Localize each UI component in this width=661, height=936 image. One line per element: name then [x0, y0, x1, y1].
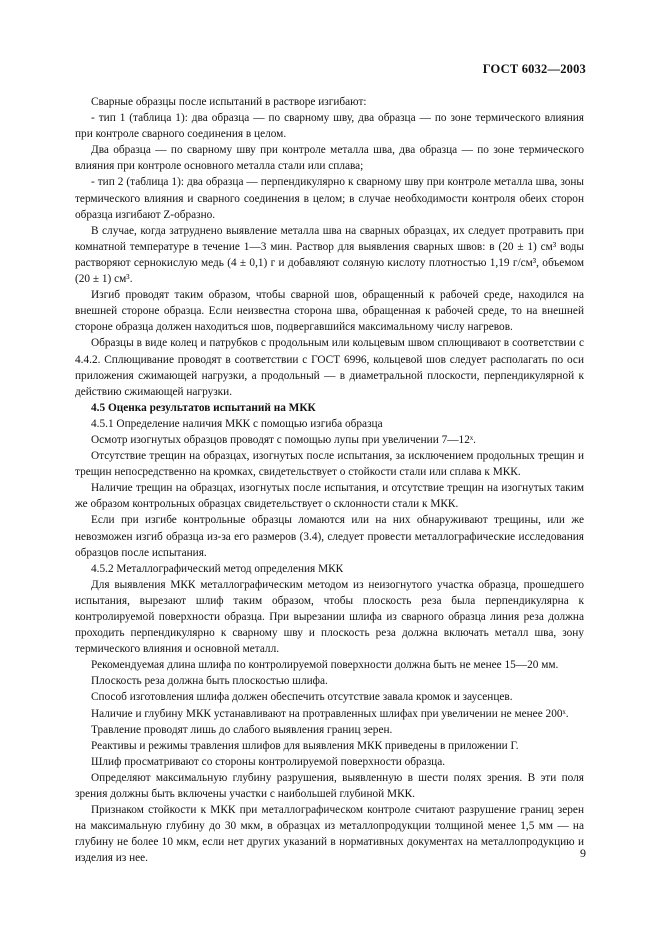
paragraph: - тип 2 (таблица 1): два образца — перпендикулярно к сварному шву при контроле металла шва, зоны термического влияния и сварного соединения в целом; в случае необходимости контроля обеих сторон образца изгибают Z-образно. — [75, 176, 584, 221]
paragraph: Два образца — по сварному шву при контроле металла шва, два образца — по зоне термического влияния при контроле основного металла стали или сплава; — [75, 144, 584, 173]
paragraph: Для выявления МКК металлографическим методом из неизогнутого участка образца, прошедшего испытания, вырезают шлиф таким образом, чтобы плоскость реза была перпендикулярна к контролируемой поверхности образца. При вырезании шлифа из сварного образца линия реза должна проходить перпендикулярно к сварному шву и плоскость реза должна включать металл шва, зону термического влияния и основной металл. — [75, 578, 584, 656]
paragraph: Образцы в виде колец и патрубков с продольным или кольцевым швом сплющивают в соответствии с 4.4.2. Сплющивание проводят в соответствии с ГОСТ 6996, кольцевой шов следует располагать по оси приложения сжимающей нагрузки, а продольный — в диаметральной плоскости, перпендикулярной к действию сжимающей нагрузки. — [75, 337, 584, 398]
standard-header: ГОСТ 6032—2003 — [482, 62, 586, 76]
page-number: 9 — [580, 846, 586, 860]
paragraph: Травление проводят лишь до слабого выявления границ зерен. — [91, 723, 393, 736]
document-body — [75, 94, 584, 867]
paragraph: Способ изготовления шлифа должен обеспечить отсутствие завала кромок и заусенцев. — [91, 691, 513, 704]
paragraph: Плоскость реза должна быть плоскостью шлифа. — [91, 675, 328, 688]
paragraph: Рекомендуемая длина шлифа по контролируемой поверхности должна быть не менее 15—20 мм. — [91, 659, 559, 672]
subsection-heading: 4.5.2 Металлографический метод определения МКК — [91, 562, 344, 575]
subsection-heading: 4.5.1 Определение наличия МКК с помощью изгиба образца — [91, 417, 383, 430]
paragraph: Изгиб проводят таким образом, чтобы сварной шов, обращенный к рабочей среде, находился на внешней стороне образца. Если неизвестна сторона шва, обращенная к рабочей среде, то на внешней стороне образца должен находиться шов, подвергавшийся максимальному числу нагревов. — [75, 289, 584, 334]
section-heading: 4.5 Оценка результатов испытаний на МКК — [91, 401, 316, 414]
paragraph: Реактивы и режимы травления шлифов для выявления МКК приведены в приложении Г. — [91, 739, 519, 752]
paragraph: В случае, когда затруднено выявление металла шва на сварных образцах, их следует протравить при комнатной температуре в течение 1—3 мин. Раствор для выявления сварных швов: в (20 ± 1) см³ воды растворяют сернокислую медь (4 ± 0,1) г и добавляют соляную кислоту плотностью 1,19 г/см³, объемом (20 ± 1) см³. — [75, 224, 584, 286]
paragraph: Сварные образцы после испытаний в растворе изгибают: — [91, 96, 367, 108]
paragraph: Шлиф просматривают со стороны контролируемой поверхности образца. — [91, 755, 446, 768]
paragraph: Отсутствие трещин на образцах, изогнутых после испытания, за исключением продольных трещин и трещин непосредственно на кромках, свидетельствует о стойкости стали или сплава к МКК. — [75, 450, 584, 479]
paragraph: Если при изгибе контрольные образцы ломаются или на них обнаруживают трещины, или же невозможен изгиб образца из-за его размеров (3.4), следует провести металлографические исследования образцов после испытания. — [75, 514, 584, 559]
paragraph: Осмотр изогнутых образцов проводят с помощью лупы при увеличении 7—12ˣ. — [91, 433, 476, 446]
paragraph: Определяют максимальную глубину разрушения, выявленную в шести полях зрения. В эти поля зрения должны быть включены участки с наибольшей глубиной МКК. — [75, 771, 584, 801]
paragraph: Признаком стойкости к МКК при металлографическом контроле считают разрушение границ зерен на максимальную глубину до 30 мкм, в образцах из металлопродукции толщиной менее 1,5 мм — на глубину не более 10 мкм, если нет других указаний в нормативных документах на металлопродукцию и изделия из нее. — [75, 804, 584, 865]
paragraph: - тип 1 (таблица 1): два образца — по сварному шву, два образца — по зоне термического влияния при контроле сварного соединения в целом. — [75, 112, 584, 141]
paragraph: Наличие трещин на образцах, изогнутых после испытания, и отсутствие трещин на изогнутых таким же образом контрольных образцах свидетельствует о склонности стали к МКК. — [75, 482, 584, 511]
paragraph: Наличие и глубину МКК устанавливают на протравленных шлифах при увеличении не менее 200ˣ. — [91, 707, 569, 720]
